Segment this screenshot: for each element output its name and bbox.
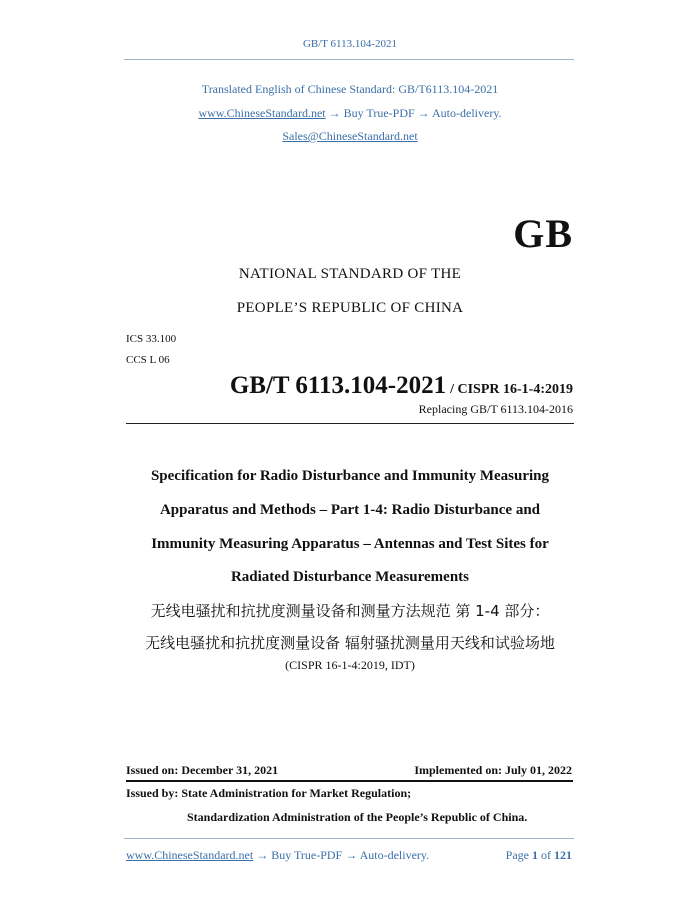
title-line-2: Apparatus and Methods – Part 1-4: Radio Disturbance and [159, 502, 541, 518]
banner-site-link[interactable]: www.ChineseStandard.net [198, 106, 326, 120]
footer-site-link[interactable]: www.ChineseStandard.net [126, 848, 254, 862]
standard-number: GB/T 6113.104-2021 [229, 372, 447, 399]
replacing-note: Replacing GB/T 6113.104-2016 [418, 402, 573, 416]
national-line-1: NATIONAL STANDARD OF THE [238, 266, 462, 282]
page-label: Page [505, 848, 529, 862]
title-line-3: Immunity Measuring Apparatus – Antennas and Test Sites for [151, 536, 549, 552]
page-current: 1 [532, 848, 538, 862]
issued-by: Issued by: State Administration for Market Regulation; [126, 786, 412, 800]
arrow-right-icon: → [417, 106, 430, 120]
title-line-1: Specification for Radio Disturbance and Immunity Measuring [150, 468, 550, 484]
gb-logo: GB [513, 211, 573, 256]
ics-code: ICS 33.100 [126, 333, 177, 345]
arrow-right-icon: → [256, 848, 269, 862]
chinese-title-line-2: 无线电骚扰和抗扰度测量设备 辐射骚扰测量用天线和试验场地 [145, 634, 555, 652]
equivalent-standard: / CISPR 16-1-4:2019 [450, 382, 573, 397]
issued-by-2: Standardization Administration of the People’s Republic of China. [187, 810, 528, 824]
title-rule [126, 423, 574, 424]
title-line-4: Radiated Disturbance Measurements [230, 569, 470, 585]
ccs-code: CCS L 06 [126, 354, 170, 366]
header-rule [124, 59, 574, 60]
footer-buy-link[interactable]: Buy True-PDF [271, 848, 343, 862]
chinese-title-line-1: 无线电骚扰和抗扰度测量设备和测量方法规范 第 1-4 部分： [150, 602, 550, 620]
page-indicator [506, 848, 572, 863]
banner-email-link[interactable]: Sales@ChineseStandard.net [282, 129, 418, 143]
banner-translated-line: Translated English of Chinese Standard: GB/T6113.104-2021 [201, 82, 499, 96]
standard-number-line [230, 372, 573, 400]
idt-note: (CISPR 16-1-4:2019, IDT) [285, 658, 415, 672]
issued-rule [126, 780, 573, 782]
page-of: of [541, 848, 551, 862]
banner-auto-delivery: Auto-delivery. [432, 106, 502, 120]
banner-links-line [0, 106, 700, 121]
national-line-2: PEOPLE’S REPUBLIC OF CHINA [236, 300, 464, 316]
banner-buy-link[interactable]: Buy True-PDF [343, 106, 415, 120]
page-total: 121 [554, 848, 572, 862]
arrow-right-icon: → [328, 106, 341, 120]
footer-links [126, 848, 429, 863]
footer-auto-delivery: Auto-delivery. [359, 848, 430, 862]
arrow-right-icon: → [345, 848, 358, 862]
footer-rule [124, 838, 574, 839]
issued-on: Issued on: December 31, 2021 [126, 763, 279, 777]
header-doc-number: GB/T 6113.104-2021 [302, 38, 398, 50]
implemented-on: Implemented on: July 01, 2022 [414, 763, 572, 777]
